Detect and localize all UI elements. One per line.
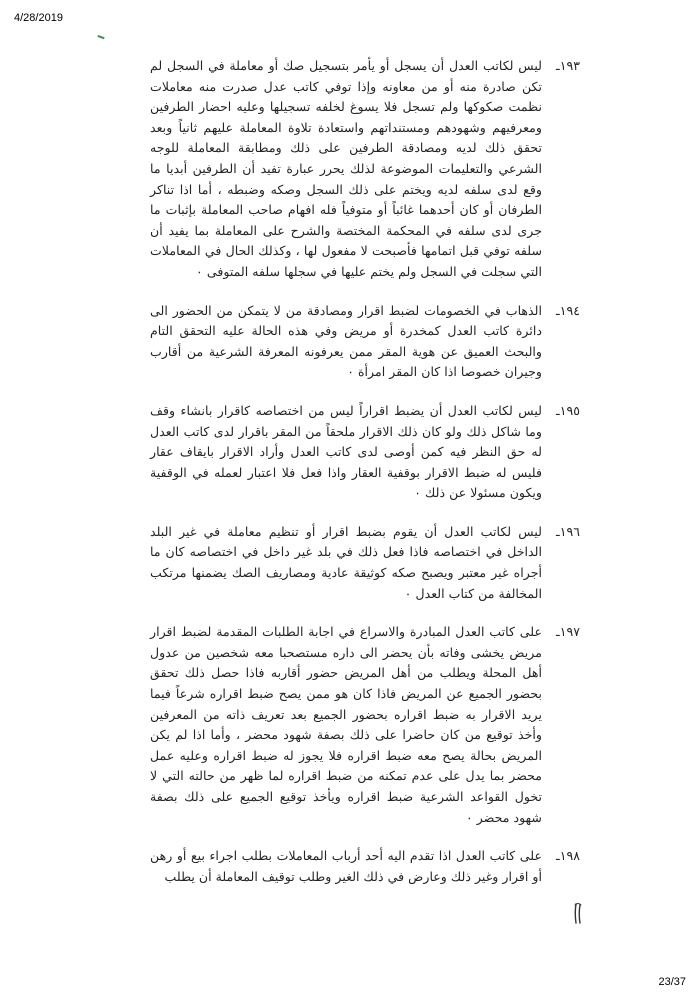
clause-text: ليس لكاتب العدل أن يضبط اقراراً ليس من اختصاصه كاقرار بانشاء وقف وما شاكل ذلك ولو كان ذلك الاقرار ملحقاً من المقر باقرار لدى كاتب العدل له حق النظر فيه كمن أوصى لدى كاتب العدل وأراد الاقرار بايقاف عقار فليس له ضبط الاقرار بوقفية العقار واذا فعل فلا اعتبار لعمله في الوقفية ويكون مسئولا عن ذلك ٠	[150, 402, 542, 501]
clause-text: على كاتب العدل المبادرة والاسراع في اجابة الطلبات المقدمة لضبط اقرار مريض يخشى وفاته بأن يحضر الى داره مستصحبا معه شخصين من عدول أهل المحلة ويطلب من أهل المريض حضور أقاربه فاذا حصل ذلك تحقق بحضور الجميع عن المريض فاذا كان هو ممن يصح ضبط اقراره شرعاً فيما يريد الاقرار به ضبط اقراره بحضور الجميع بعد تعريف ذاته من المعرفين وأخذ توقيع من كان حاضرا على ذلك بصفة شهود محضر ، وأما اذا لم يكن المريض بحالة يصح معه ضبط اقراره فلا يجوز له ضبط اقراره وعليه عمل محضر بما يدل على عدم تمكنه من ضبط اقراره لما ظهر من حالته التي لا تخول القواعد الشرعية ضبط اقراره ويأخذ توقيع الجميع على ذلك بصفة شهود محضر ٠	[150, 624, 542, 825]
clause-text: ليس لكاتب العدل أن يسجل أو يأمر بتسجيل صك أو معاملة في السجل لم تكن صادرة منه أو من معاونه وإذا توفي كاتب عدل صدرت منه معاملات نظمت صكوكها ولم تسجل فلا يسوغ لخلفه تسجيلها وعليه احضار الطرفين ومعرفيهم وشهودهم ومستنداتهم واستعادة تلاوة المعاملة عليهم ثانياً وبعد تحقق ذلك لديه ومصادقة الطرفين على ذلك ومطابقة المعاملة للوجه الشرعي والتعليمات الموضوعة لذلك يحرر عبارة تفيد أن الطرفين أبديا ما وقع لدى سلفه لديه ويختم على ذلك السجل وصكه وضبطه ، أما اذا تناكر الطرفان أو كان أحدهما غائباً أو متوفياً فله افهام صاحب المعاملة بإثبات ما جرى لدى سلفه في المحكمة المختصة والشرح على المعاملة بما يفيد أن سلفه توفي قبل اتمامها فأصبحت لا مفعول لها ، وكذلك الحال في المعاملات التي سجلت في السجل ولم يختم عليها في سجلها سلفه المتوفى ٠	[150, 58, 542, 279]
clause-text: الذهاب في الخصومات لضبط اقرار ومصادقة من لا يتمكن من الحضور الى دائرة كاتب العدل كمخدرة أو مريض وفي هذه الحالة عليه التحقق التام والبحث العميق عن هوية المقر ممن يعرفونه المعرفة الشرعية من أقارب وجيران خصوصا اذا كان المقر امرأة ٠	[150, 302, 542, 380]
clause-number: ١٩٦ـ	[556, 523, 580, 539]
clause-number: ١٩٧ـ	[556, 624, 580, 640]
clause-196	[150, 522, 580, 604]
green-tick-mark	[96, 35, 104, 42]
clause-number: ١٩٣ـ	[556, 58, 580, 73]
print-date: 4/28/2019	[14, 12, 63, 24]
document-body	[150, 56, 580, 905]
clause-number: ١٩٤ـ	[556, 302, 580, 318]
clause-text: على كاتب العدل اذا تقدم اليه أحد أرباب المعاملات بطلب اجراء بيع أو رهن أو اقرار وغير ذلك وعارض في ذلك الغير وطلب توقيف المعاملة أن يطلب	[150, 848, 542, 884]
clause-text: ليس لكاتب العدل أن يقوم بضبط اقرار أو تنظيم معاملة في غير البلد الداخل في اختصاصه فاذا فعل ذلك في بلد غير داخل في اختصاصه كان ما أجراه غير معتبر ويصبح صكه كوثيقة عادية ومصاريف الصك يضمنها مرتكب المخالفة من كتاب العدل ٠	[150, 523, 542, 601]
clause-197	[150, 622, 580, 828]
clause-number: ١٩٥ـ	[556, 402, 580, 418]
clause-193	[150, 56, 580, 283]
handwritten-mark	[573, 902, 583, 924]
clause-198	[150, 846, 580, 887]
clause-194	[150, 301, 580, 383]
clause-number: ١٩٨ـ	[556, 848, 580, 864]
page-number: 23/37	[658, 976, 686, 988]
clause-195	[150, 401, 580, 504]
